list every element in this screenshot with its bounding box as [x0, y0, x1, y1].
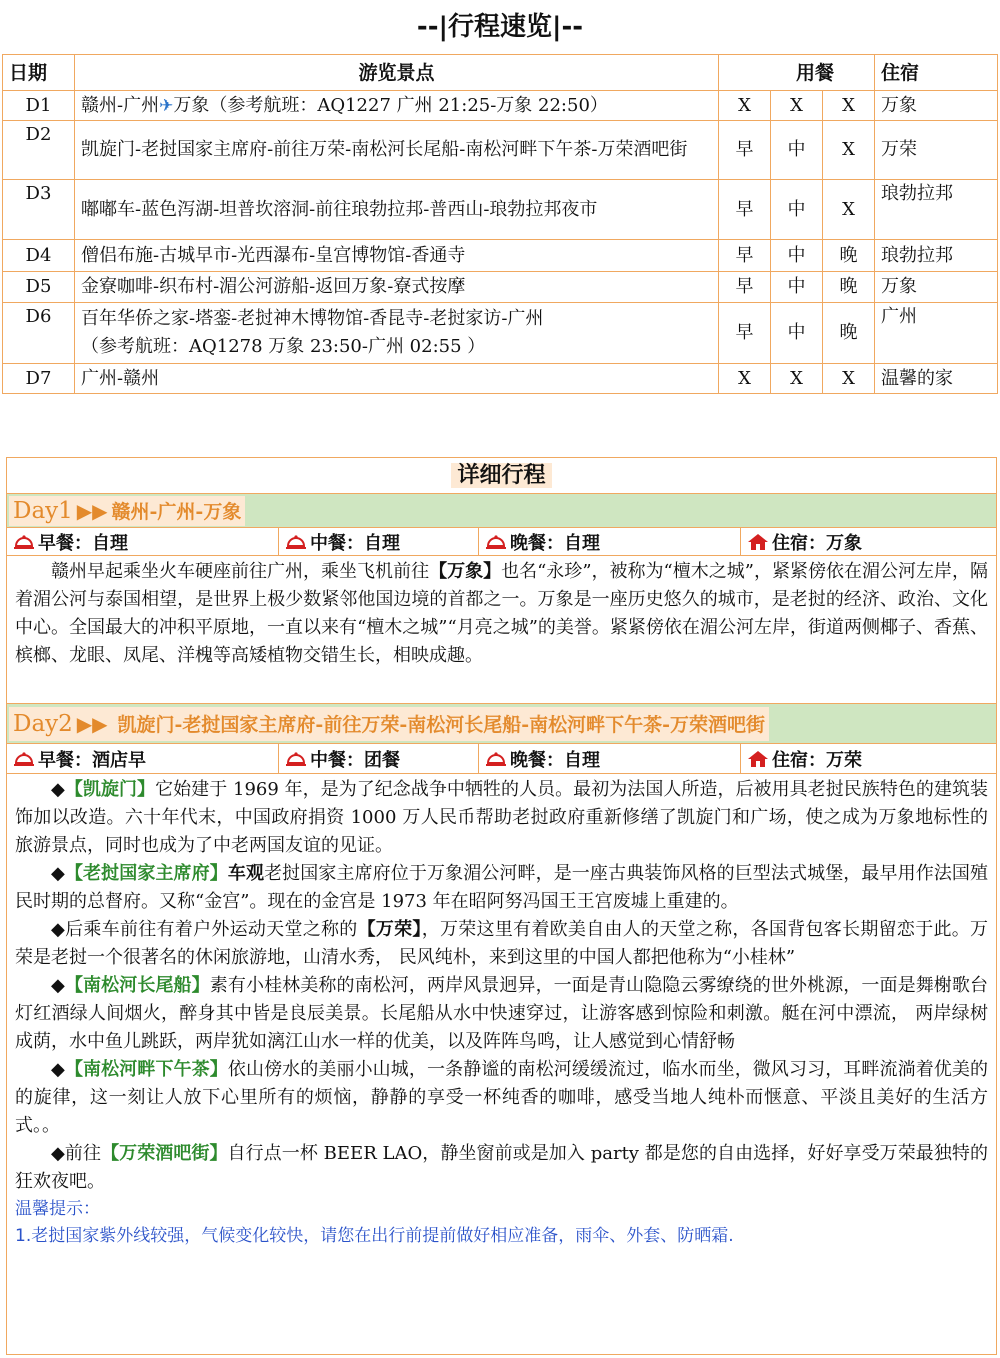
sight-text: 依山傍水的美丽小山城，一条静谧的南松河缓缓流过，临水而坐，微风习习，耳畔流淌着优美的的旋律，这一刻让人放下心里所有的烦恼，静静的享受一杯纯香的咖啡，感受当地人纯朴而惬意、平淡且美好的生活方式。。 [15, 1059, 989, 1136]
house-icon [747, 750, 769, 768]
day1-hotel-text: 住宿：万象 [772, 532, 862, 554]
row-breakfast: 早 [719, 303, 771, 364]
day1-text-a: 赣州早起乘坐火车硬座前往广州，乘坐飞机前往 [51, 561, 430, 582]
row-day: D7 [3, 364, 75, 394]
row-dinner: X [823, 91, 875, 121]
day2-sight-palace: ◆【老挝国家主席府】车观老挝国家主席府位于万象湄公河畔，是一座古典装饰风格的巨型法式城堡，最早用作法国殖民时期的总督府。又称“金宫”。现在的金宫是 1973 年在昭阿努冯国王王宫废墟上重建的。 [15, 863, 989, 912]
sight-name: 【凯旋门】 [64, 779, 156, 800]
header-date: 日期 [3, 55, 75, 91]
row-breakfast: 早 [719, 272, 771, 303]
row-dinner: X [823, 121, 875, 180]
table-header-row [3, 55, 998, 91]
day2-header [7, 704, 996, 744]
row-dinner: 晚 [823, 272, 875, 303]
row-sights: 嘟嘟车-蓝色泻湖-坦普坎溶洞-前往琅勃拉邦-普西山-琅勃拉邦夜市 [75, 180, 719, 240]
row-day: D1 [3, 91, 75, 121]
row-hotel: 万象 [875, 272, 998, 303]
day2-hotel [741, 744, 996, 773]
sight-text: 素有小桂林美称的南松河，两岸风景迥异，一面是青山隐隐云雾缭绕的世外桃源，一面是舞榭歌台灯红酒绿人间烟火，醉身其中皆是良辰美景。长尾船从水中快速穿过，让游客感到惊险和刺激。艇在河中漂流， 两岸绿树成荫，水中鱼儿跳跃，两岸犹如漓江山水一样的优美，以及阵阵鸟鸣，让人感觉到心情舒畅 [15, 975, 989, 1052]
row-lunch: 中 [771, 121, 823, 180]
day2-sight-tea: ◆【南松河畔下午茶】依山傍水的美丽小山城，一条静谧的南松河缓缓流过，临水而坐，微风习习，耳畔流淌着优美的的旋律，这一刻让人放下心里所有的烦恼，静静的享受一杯纯香的咖啡，感受当地人纯朴而惬意、平淡且美好的生活方式。。 [15, 1059, 989, 1136]
tips-title: 温馨提示： [15, 1199, 100, 1219]
day2-route: 凯旋门-老挝国家主席府-前往万荣-南松河长尾船-南松河畔下午茶-万荣酒吧街 [117, 714, 765, 736]
row-dinner: X [823, 364, 875, 394]
row-sights: 僧侣布施-古城早市-光西瀑布-皇宫博物馆-香通寺 [75, 240, 719, 272]
sight-text: ，万荣这里有着欧美自由人的天堂之称，各国背包客长期留恋于此。万荣是老挝一个很著名的休闲旅游地，山清水秀， 民风纯朴，来到这里的中国人都把他称为“小桂林” [15, 919, 989, 968]
header-hotel: 住宿 [875, 55, 998, 91]
header-meals: 用餐 [719, 55, 875, 91]
detail-title-text: 详细行程 [451, 463, 551, 488]
table-row [3, 272, 998, 303]
row-sights: 广州-赣州 [75, 364, 719, 394]
row-dinner: 晚 [823, 303, 875, 364]
sight-name: 【南松河畔下午茶】 [64, 1059, 228, 1080]
day1-label: Day1 [13, 497, 73, 524]
sight-text: 自行点一杯 BEER LAO，静坐窗前或是加入 party 都是您的自由选择，好好享受万荣最独特的狂欢夜吧。 [15, 1143, 989, 1192]
day1-tag [9, 496, 245, 526]
day1-dinner [479, 528, 741, 555]
day2-hotel-text: 住宿：万荣 [772, 749, 862, 771]
row-hotel: 琅勃拉邦 [875, 240, 998, 272]
row-sights-flight: （参考航班：AQ1278 万象 23:50-广州 02:55 ） [81, 336, 486, 357]
row-day: D5 [3, 272, 75, 303]
sight-note: 车观 [227, 863, 265, 884]
day2-sight-bar: ◆前往【万荣酒吧街】自行点一杯 BEER LAO，静坐窗前或是加入 party 都是您的自由选择，好好享受万荣最独特的狂欢夜吧。 [15, 1143, 989, 1192]
day2-dinner [479, 744, 741, 773]
double-arrow-icon: ▶▶ [76, 711, 108, 736]
meal-bell-icon [285, 750, 307, 768]
day2-lunch-text: 中餐：团餐 [310, 749, 400, 771]
row-breakfast: 早 [719, 240, 771, 272]
row-lunch: 中 [771, 303, 823, 364]
sight-name: 【万荣】 [357, 919, 422, 940]
row-lunch: 中 [771, 180, 823, 240]
row-hotel: 广州 [875, 303, 998, 364]
day2-sight-longtail: ◆【南松河长尾船】素有小桂林美称的南松河，两岸风景迥异，一面是青山隐隐云雾缭绕的世外桃源，一面是舞榭歌台灯红酒绿人间烟火，醉身其中皆是良辰美景。长尾船从水中快速穿过，让游客感到惊险和刺激。艇在河中漂流， 两岸绿树成荫，水中鱼儿跳跃，两岸犹如漓江山水一样的优美，以及阵阵鸟鸣，让人感觉到心情舒畅 [15, 975, 989, 1052]
row-day: D2 [3, 121, 75, 180]
meal-bell-icon [485, 533, 507, 551]
table-row [3, 91, 998, 121]
row-hotel: 万荣 [875, 121, 998, 180]
meal-bell-icon [13, 533, 35, 551]
row-dinner: X [823, 180, 875, 240]
airplane-icon: ✈ [159, 95, 174, 116]
row-breakfast: 早 [719, 121, 771, 180]
row-breakfast: X [719, 364, 771, 394]
tip-item: 1.老挝国家紫外线较强，气候变化较快，请您在出行前提前做好相应准备，雨伞、外套、防晒霜. [15, 1226, 734, 1246]
day1-breakfast-text: 早餐：自理 [38, 532, 128, 554]
sight-name: 【南松河长尾船】 [64, 975, 210, 996]
row-hotel: 温馨的家 [875, 364, 998, 394]
sight-text-a: 前往 [64, 1143, 102, 1164]
day1-lunch [279, 528, 479, 555]
meal-bell-icon [13, 750, 35, 768]
row-lunch: 中 [771, 272, 823, 303]
house-icon [747, 533, 769, 551]
row-sights: 凯旋门-老挝国家主席府-前往万荣-南松河长尾船-南松河畔下午茶-万荣酒吧街 [75, 121, 719, 180]
row-hotel: 琅勃拉邦 [875, 180, 998, 240]
table-row [3, 303, 998, 364]
day2-breakfast-text: 早餐：酒店早 [38, 749, 146, 771]
sight-text-a: 后乘车前往有着户外运动天堂之称的 [65, 919, 358, 940]
row-sights [75, 91, 719, 121]
row-dinner: 晚 [823, 240, 875, 272]
detail-title [7, 458, 996, 494]
row-day: D3 [3, 180, 75, 240]
row-breakfast: X [719, 91, 771, 121]
day2-dinner-text: 晚餐：自理 [510, 749, 600, 771]
double-arrow-icon: ▶▶ [76, 498, 108, 523]
sight-text: 它始建于 1969 年，是为了纪念战争中牺牲的人员。最初为法国人所造，后被用具老挝民族特色的建筑装饰加以改造。六十年代末，中国政府捐资 1000 万人民币帮助老挝政府重新修缮了凯旋门和广场，使之成为万象地标性的旅游景点，同时也成为了中老两国友谊的见证。 [15, 779, 989, 856]
table-row [3, 240, 998, 272]
overview-title: --|行程速览|-- [416, 12, 584, 42]
table-row [3, 180, 998, 240]
table-row [3, 364, 998, 394]
row-sights [75, 303, 719, 364]
overview-table [2, 54, 998, 394]
detail-itinerary [6, 457, 997, 1355]
row-day: D4 [3, 240, 75, 272]
day1-description [7, 556, 996, 704]
row-sights-to: 万象（参考航班：AQ1227 广州 21:25-万象 22:50） [173, 94, 608, 116]
row-sights-from: 赣州-广州 [81, 94, 160, 116]
day2-sight-arc: ◆【凯旋门】它始建于 1969 年，是为了纪念战争中牺牲的人员。最初为法国人所造，后被用具老挝民族特色的建筑装饰加以改造。六十年代末，中国政府捐资 1000 万人民币帮助老挝政府重新修缮了凯旋门和广场，使之成为万象地标性的旅游景点，同时也成为了中老两国友谊的见证。 [15, 779, 989, 856]
table-row [3, 121, 998, 180]
day1-hotel [741, 528, 996, 555]
day1-text-c: 也名“永珍”，被称为“檀木之城”，紧紧傍依在湄公河左岸，隔着湄公河与泰国相望，是世界上极少数紧邻他国边境的首都之一。万象是一座历史悠久的城市，是老挝的经济、政治、文化中心。全国最大的冲积平原地，一直以来有“檀木之城”“月亮之城”的美誉。紧紧傍依在湄公河左岸，街道两侧椰子、香蕉、槟榔、龙眼、凤尾、洋槐等高矮植物交错生长，相映成趣。 [15, 561, 988, 666]
day1-header [7, 494, 996, 528]
sight-text: 老挝国家主席府位于万象湄公河畔，是一座古典装饰风格的巨型法式城堡，最早用作法国殖民时期的总督府。又称“金宫”。现在的金宫是 1973 年在昭阿努冯国王王宫废墟上重建的。 [15, 863, 989, 912]
day1-lunch-text: 中餐：自理 [310, 532, 400, 554]
row-day: D6 [3, 303, 75, 364]
day2-sight-vangvieng: ◆后乘车前往有着户外运动天堂之称的【万荣】，万荣这里有着欧美自由人的天堂之称，各国背包客长期留恋于此。万荣是老挝一个很著名的休闲旅游地，山清水秀， 民风纯朴，来到这里的中国人都把他称为“小桂林” [15, 919, 989, 968]
row-sights-main: 百年华侨之家-塔銮-老挝神木博物馆-香昆寺-老挝家访-广州 [81, 308, 544, 329]
row-hotel: 万象 [875, 91, 998, 121]
day1-meals [7, 528, 996, 556]
day2-tag [9, 707, 769, 741]
day1-dinner-text: 晚餐：自理 [510, 532, 600, 554]
day2-lunch [279, 744, 479, 773]
day2-meals [7, 744, 996, 774]
day2-breakfast [7, 744, 279, 773]
sight-name: 【万荣酒吧街】 [101, 1143, 228, 1164]
sight-name: 【老挝国家主席府】 [64, 863, 228, 884]
day1-breakfast [7, 528, 279, 555]
meal-bell-icon [285, 533, 307, 551]
day1-text-wanxiang: 【万象】 [429, 561, 502, 582]
row-lunch: 中 [771, 240, 823, 272]
day2-label: Day2 [13, 710, 73, 737]
row-breakfast: 早 [719, 180, 771, 240]
row-lunch: X [771, 364, 823, 394]
day1-route: 赣州-广州-万象 [111, 501, 242, 523]
meal-bell-icon [485, 750, 507, 768]
row-sights: 金寮咖啡-织布村-湄公河游船-返回万象-寮式按摩 [75, 272, 719, 303]
row-lunch: X [771, 91, 823, 121]
header-sights: 游览景点 [75, 55, 719, 91]
